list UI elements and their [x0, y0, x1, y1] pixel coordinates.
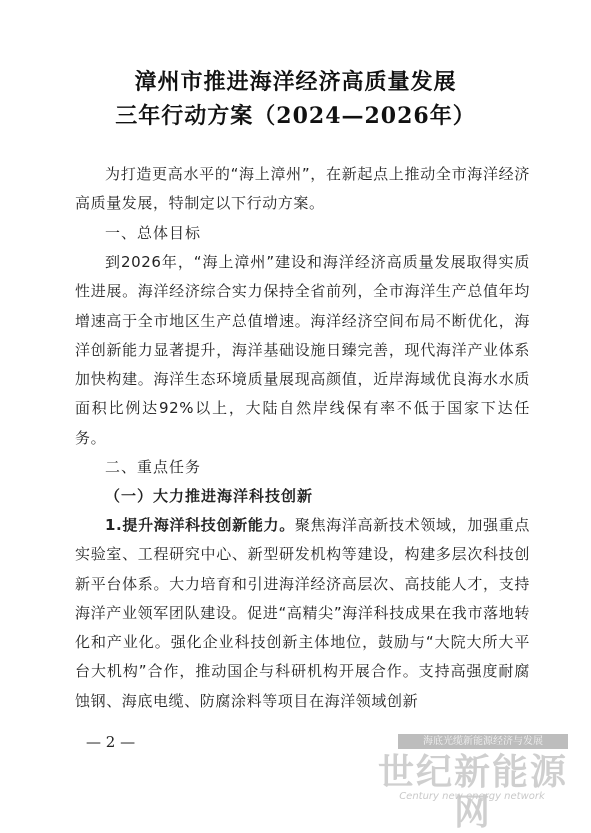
- watermark-logo-subtext: Century new energy network: [399, 791, 545, 802]
- section1-paragraph: 到2026年，“海上漳州”建设和海洋经济高质量发展取得实质性进展。海洋经济综合实力保持全省前列，全市海洋生产总值年均增速高于全市地区生产总值增速。海洋经济空间布局不断优化，海洋创新能力显著提升，海洋基础设施日臻完善，现代海洋产业体系加快构建。海洋生态环境质量展现高颜值，近岸海域优良海水水质面积比例达92%以上，大陆自然岸线保有率不低于国家下达任务。: [75, 253, 530, 447]
- item1-body: 聚焦海洋高新技术领域，加强重点实验室、工程研究中心、新型研发机构等建设，构建多层次科技创新平台体系。大力培育和引进海洋经济高层次、高技能人才，支持海洋产业领军团队建设。促进“高精尖”海洋科技成果在我市落地转化和产业化。强化企业科技创新主体地位，鼓励与“大院大所大平台大机构”合作，推动国企与科研机构开展合作。支持高强度耐腐蚀钢、海底电缆、防腐涂料等项目在海洋领域创新: [75, 516, 530, 710]
- subsection1-heading: （一）大力推进海洋科技创新: [105, 487, 314, 505]
- section2-heading: 二、重点任务: [105, 458, 202, 476]
- document-title-line2: 三年行动方案（2024—2026年）: [115, 103, 476, 129]
- page-number: — 2 —: [86, 733, 136, 751]
- document-title-line1: 漳州市推进海洋经济高质量发展: [134, 69, 457, 95]
- watermark-banner: 海底光缆新能源经济与发展: [398, 734, 568, 749]
- item1-paragraph: [75, 511, 530, 716]
- item1-lead: 1.提升海洋科技创新能力。: [105, 516, 295, 534]
- section1-heading: 一、总体目标: [105, 224, 202, 242]
- watermark-logo-text: 世纪新能源网: [377, 751, 568, 833]
- intro-paragraph: 为打造更高水平的“海上漳州”，在新起点上推动全市海洋经济高质量发展，特制定以下行动方案。: [75, 165, 530, 213]
